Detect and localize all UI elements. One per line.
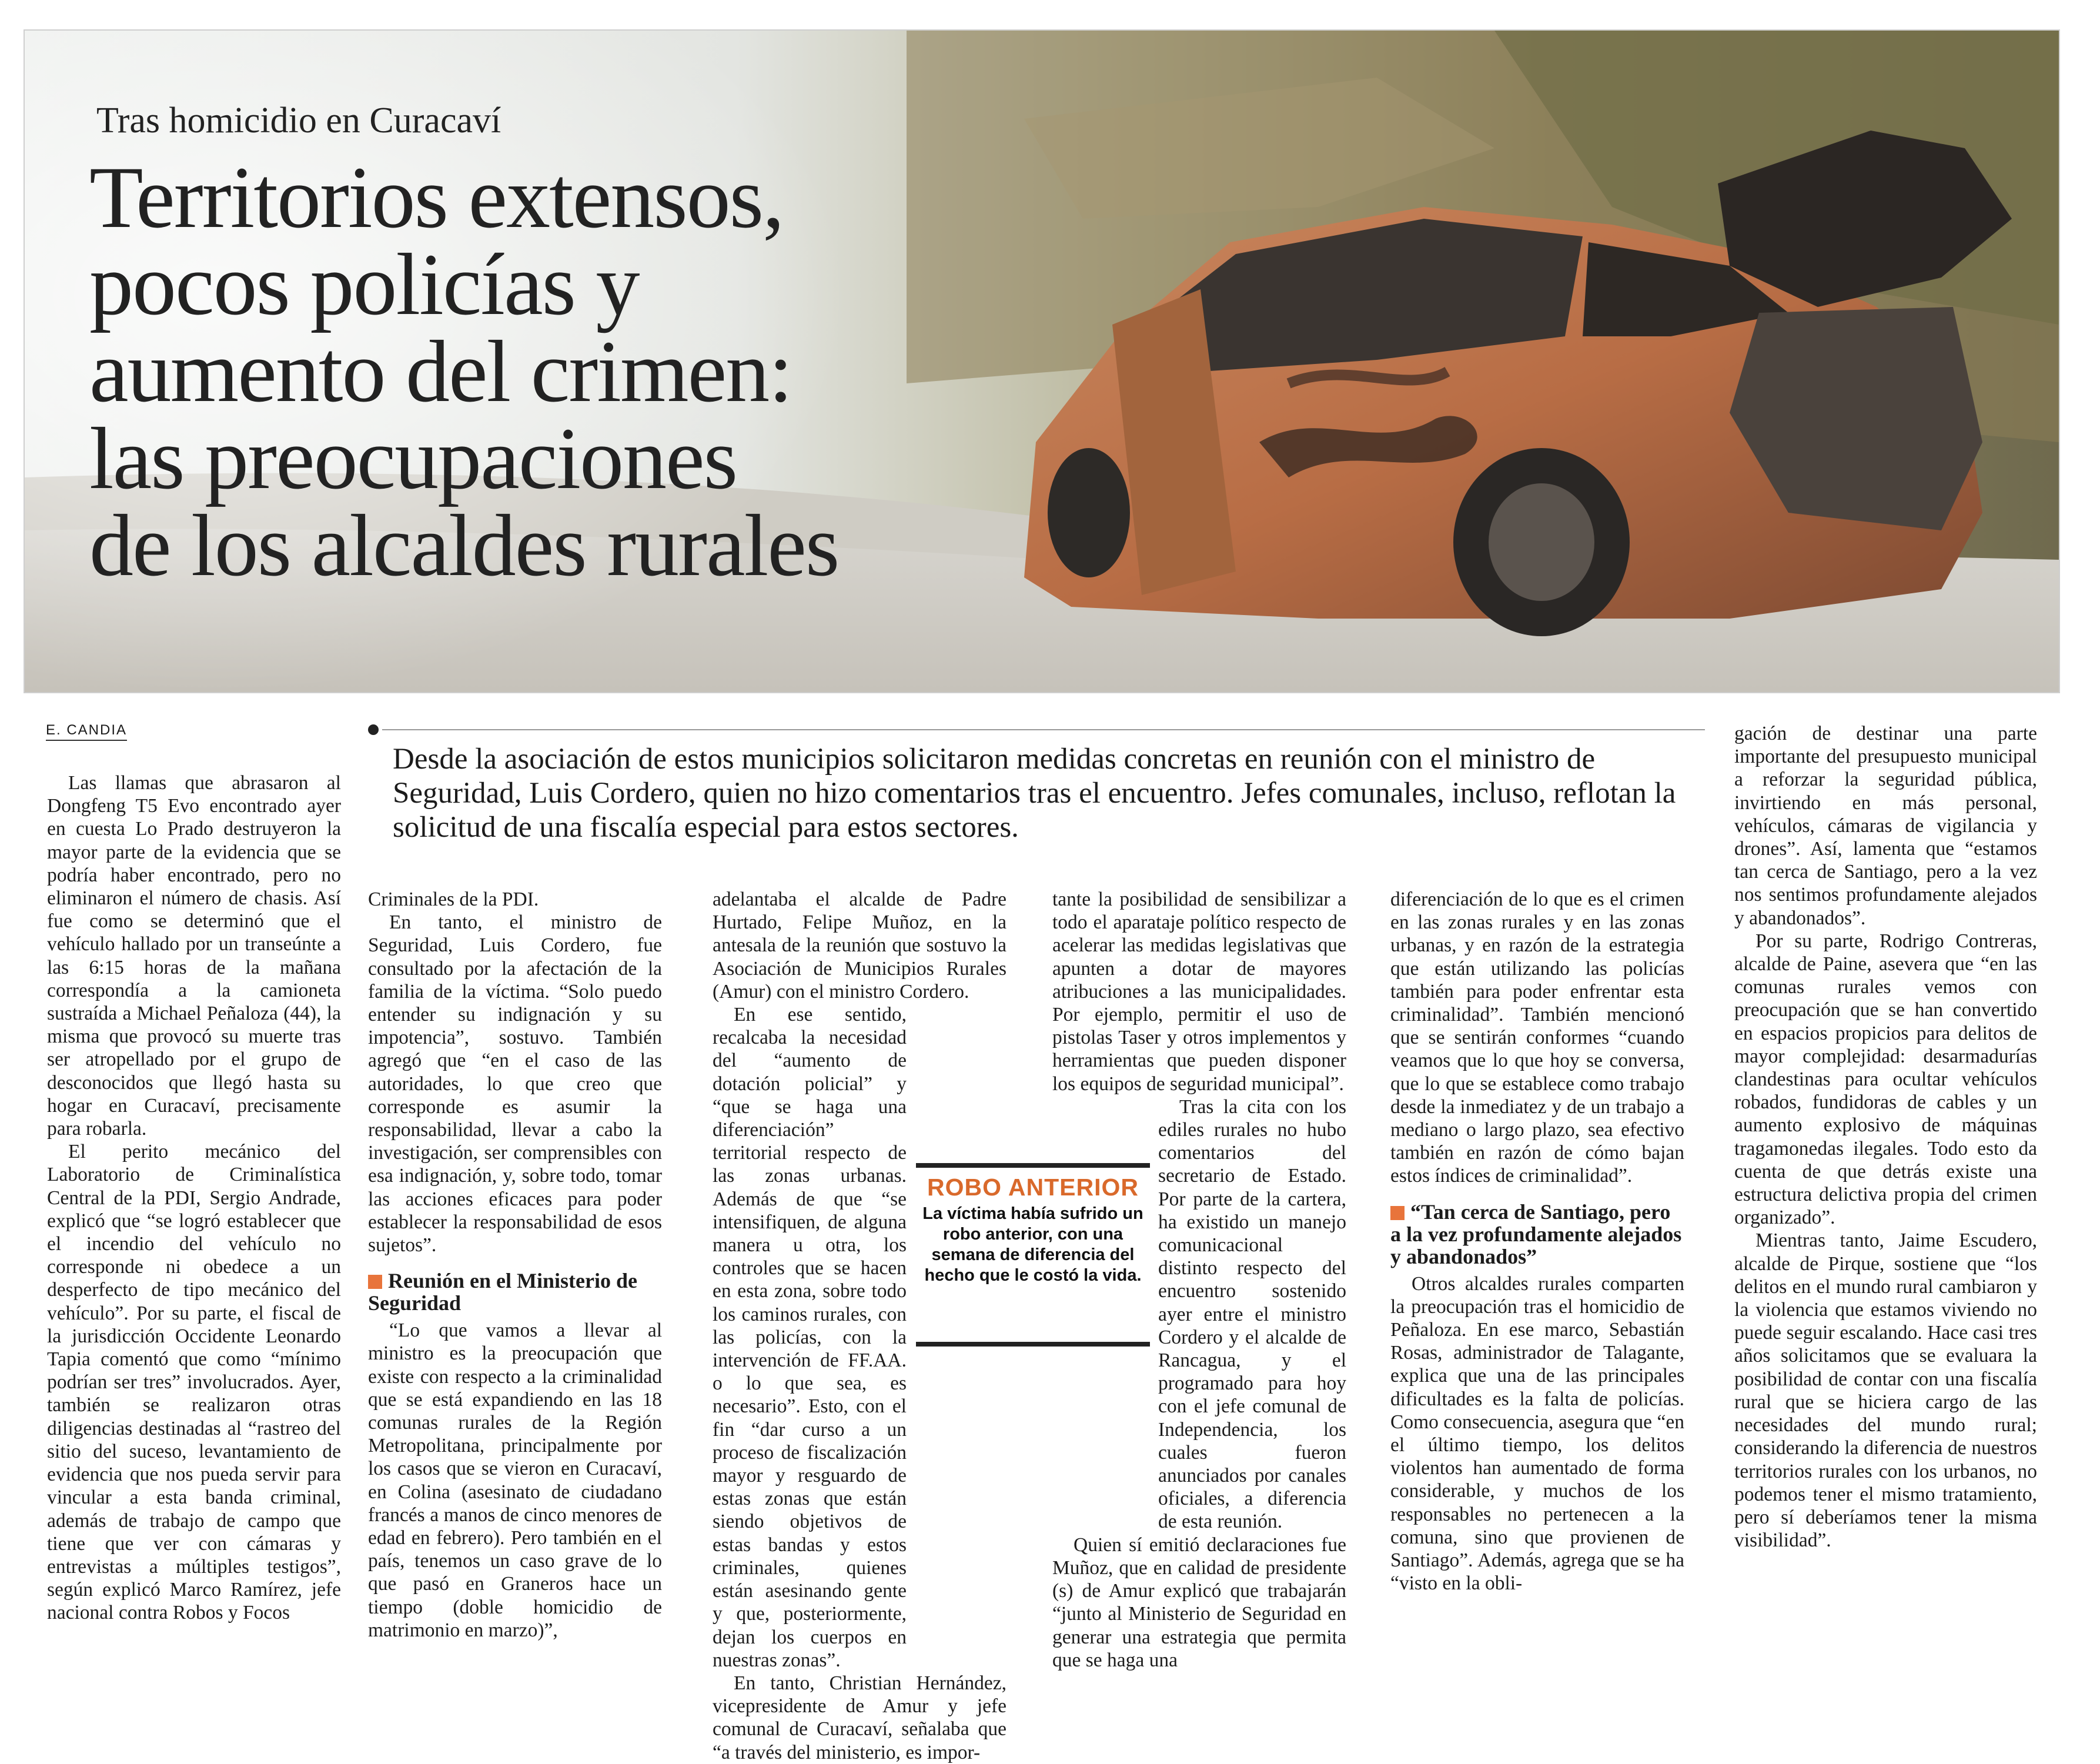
paragraph: El perito mecánico del Laboratorio de Criminalística Central de la PDI, Sergio Andrade, explicó que “se logró establecer que el incendio del vehículo no corresponde ni obedece a un desperfecto de tipo mecánico del vehículo”. Por su parte, el fiscal de la jurisdicción Occidente Leonardo Tapia comentó que como “mínimo podrían ser tres” involucrados. Ayer, también se realizaron otras diligencias destinadas al “rastreo del sitio del suceso, levantamiento de evidencia que nos pueda servir para vincular a esta banda criminal, además de trabajo de campo que tiene que ver con cámaras y entrevistas a múltiples testigos”, según explicó Marco Ramírez, jefe nacional contra Robos y Focos xyxy=(47,1141,341,1624)
paragraph: Quien sí emitió declaraciones fue Muñoz, que en calidad de presidente (s) de Amur explicó que trabajarán “junto al Ministerio de Seguridad en generar una estrategia que permita que se haga una xyxy=(1052,1534,1346,1671)
paragraph: Tras la cita con los ediles rurales no hubo comentarios del secretario de Estado. Por parte de la cartera, ha existido un manejo comunicacional distinto respecto del encuentro sostenido ayer entre el ministro Cordero y el alcalde de Rancagua, y el programado para hoy con el jefe comunal de Independencia, los cuales fueron anunciados por canales oficiales, a diferencia de esta reunión. xyxy=(1158,1095,1346,1533)
paragraph: Criminales de la PDI. xyxy=(368,888,539,910)
orange-square-icon xyxy=(1390,1206,1405,1220)
paragraph: adelantaba el alcalde de Padre Hurtado, Felipe Muñoz, en la antesala de la reunión que sostuvo la Asociación de Municipios Rurales (Amur) con el ministro Cordero. xyxy=(713,888,1006,1003)
section-subhead xyxy=(368,1269,662,1314)
headline xyxy=(89,149,1030,594)
paragraph: diferenciación de lo que es el crimen en las zonas rurales y en las zonas urbanas, y en razón de la estrategia que están utilizando las policías también para poder enfrentar esta criminalidad”. También mencionó que se sentirán conformes “cuando veamos que lo que hoy se conversa, que lo que se establece como trabajo desde la inmediatez y de un trabajo a mediano o largo plazo, sea efectivo también en razón de cómo bajan estos índices de criminalidad”. xyxy=(1390,888,1684,1187)
lead-rule xyxy=(382,729,1705,730)
lead-paragraph: Desde la asociación de estos municipios solicitaron medidas concretas en reunión con el ministro de Seguridad, Luis Cordero, quien no hizo comentarios tras el encuentro. Jefes comunales, incluso, reflotan la solicitud de una fiscalía especial para estos sectores. xyxy=(393,743,1676,844)
paragraph: tante la posibilidad de sensibilizar a todo el aparataje político respecto de acelerar las medidas legislativas que apunten a dotar de mayores atribuciones a las municipalidades. Por ejemplo, permitir el uso de pistolas Taser y otros implementos y herramientas que pueden disponer los equipos de seguridad municipal”. xyxy=(1052,888,1346,1095)
headline-line: Territorios extensos, xyxy=(89,149,784,246)
paragraph: Las llamas que abrasaron al Dongfeng T5 Evo encontrado ayer en cuesta Lo Prado destruyeron la mayor parte de la evidencia que se podría haber encontrado, pero no eliminaron el número de chasis. Así fue como se determinó que el vehículo hallado por un transeúnte a las 6:15 horas de la mañana correspondía a la camioneta sustraída a Michael Peñaloza (44), la misma que provocó su muerte tras ser atropellado por el grupo de desconocidos que llegó hasta su hogar en Curacaví, precisamente para robarla. xyxy=(47,772,341,1140)
sidebar-box-title: ROBO ANTERIOR xyxy=(927,1174,1139,1201)
headline-line: aumento del crimen: xyxy=(89,323,792,420)
subhead-text: Reunión en el Ministerio de Seguridad xyxy=(368,1269,637,1315)
photo-credit: E. CANDIA xyxy=(46,722,127,741)
subhead-text: “Tan cerca de Santiago, pero a la vez profundamente alejados y abandonados” xyxy=(1390,1200,1682,1268)
headline-line: de los alcaldes rurales xyxy=(89,497,839,594)
paragraph: “Lo que vamos a llevar al ministro es la preocupación que existe con respecto a la criminalidad que se está expandiendo en las 18 comunas rurales de la Región Metropolitana, principalmente por los casos que se vieron en Curacaví, en Colina (asesinato de ciudadano francés a manos de cinco menores de edad en febrero). Pero también en el país, tenemos un caso grave de lo que pasó en Graneros hace un tiempo (doble homicidio de matrimonio en marzo)”, xyxy=(368,1319,662,1641)
column-6 xyxy=(1734,722,2037,1552)
section-subhead xyxy=(1390,1201,1684,1268)
paragraph: Por su parte, Rodrigo Contreras, alcalde de Paine, asevera que “en las comunas rurales vemos con preocupación que se han convertido en espacios propicios para delitos de mayor complejidad: desarmadurías clandestinas para ocultar vehículos robados, fundidoras de cables y un aumento explosivo de máquinas tragamonedas ilegales. Todo esto da cuenta de que detrás existe una estructura delictiva propia del crimen organizado”. xyxy=(1734,930,2037,1229)
paragraph: Mientras tanto, Jaime Escudero, alcalde de Pirque, sostiene que “los delitos en el mundo rural cambiaron y la violencia que estamos viviendo no puede seguir escalando. Hace casi tres años solicitamos que se evaluara la posibilidad de contar con una fiscalía rural que se hiciera cargo de las necesidades del mundo rural; considerando la diferencia de nuestros territorios rurales con los urbanos, no podemos tener el mismo tratamiento, pero sí deberíamos tener la misma visibilidad”. xyxy=(1734,1230,2037,1552)
lead-bullet xyxy=(368,724,379,735)
orange-square-icon xyxy=(368,1275,382,1289)
column-5 xyxy=(1390,888,1684,1595)
sidebar-box-text: La víctima había sufrido un robo anterior, con una semana de diferencia del hecho que le costó la vida. xyxy=(922,1204,1143,1285)
column-1 xyxy=(47,771,341,1625)
column-2 xyxy=(368,888,662,1642)
headline-line: pocos policías y xyxy=(89,236,639,333)
paragraph: En tanto, Christian Hernández, vicepresidente de Amur y jefe comunal de Curacaví, señalaba que “a través del ministerio, es impor- xyxy=(713,1672,1006,1763)
paragraph: Otros alcaldes rurales comparten la preocupación tras el homicidio de Peñaloza. En ese marco, Sebastián Rosas, administrador de Talagante, explica que una de las principales dificultades es la falta de policías. Como consecuencia, asegura que “en el último tiempo, los delitos violentos han aumentado de forma considerable, y muchos de los responsables no pertenecen a la comuna, sino que provienen de Santiago”. Además, agrega que se ha “visto en la obli- xyxy=(1390,1272,1684,1595)
paragraph: En tanto, el ministro de Seguridad, Luis Cordero, fue consultado por la afectación de la familia de la víctima. “Solo puedo entender su indignación y su impotencia”, sostuvo. También agregó que “en el caso de las autoridades, lo que creo que corresponde es asumir la responsabilidad, llevar a cabo la investigación, ser comprensibles con esa indignación, y, sobre todo, tomar las acciones eficaces para poder establecer la responsabilidad de esos sujetos”. xyxy=(368,911,662,1257)
paragraph: En ese sentido, recalcaba la necesidad del “aumento de dotación policial” y “que se haga una diferenciación” territorial respecto de las zonas urbanas. Además de que “se intensifiquen, de alguna manera u otra, los controles que se hacen en esta zona, sobre todo los caminos rurales, con las policías, con la intervención de FF.AA. o lo que sea, es necesario”. Esto, con el fin “dar curso a un proceso de fiscalización mayor y resguardo de estas zonas que están siendo objetivos de estas bandas y estos criminales, quienes están asesinando gente y que, posteriormente, dejan los cuerpos en nuestras zonas”. xyxy=(713,1004,907,1671)
sidebar-box xyxy=(916,1163,1150,1347)
kicker: Tras homicidio en Curacaví xyxy=(96,101,501,141)
burned-car-photo xyxy=(24,29,2060,693)
paragraph: gación de destinar una parte importante del presupuesto municipal a reforzar la seguridad pública, invirtiendo en más personal, vehículos, cámaras de vigilancia y drones”. Así, lamenta que “estamos tan cerca de Santiago, pero a la vez nos sentimos profundamente alejados y abandonados”. xyxy=(1734,723,2037,929)
headline-line: las preocupaciones xyxy=(89,410,737,507)
